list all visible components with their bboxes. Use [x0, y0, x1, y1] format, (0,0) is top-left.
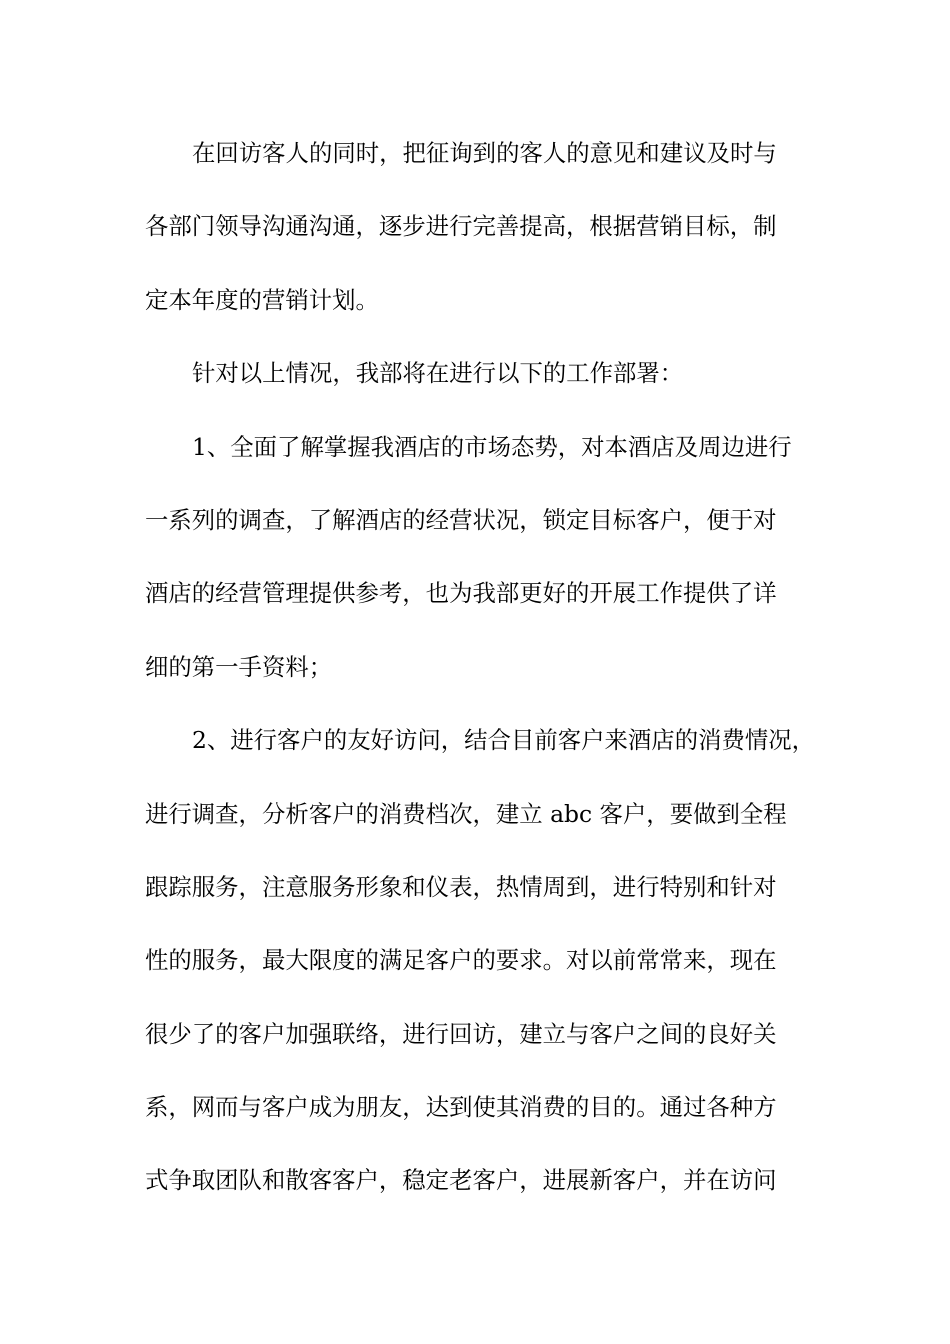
- text-line-7: 酒店的经营管理提供参考，也为我部更好的开展工作提供了详: [145, 579, 777, 608]
- text-line-1: 在回访客人的同时，把征询到的客人的意见和建议及时与: [192, 139, 777, 167]
- text-line-12: 性的服务，最大限度的满足客户的要求。对以前常常来，现在: [145, 946, 777, 975]
- text-line-5: 1、全面了解掌握我酒店的市场态势，对本酒店及周边进行: [192, 432, 792, 461]
- text-line-14: 系，网而与客户成为朋友，达到使其消费的目的。通过各种方: [145, 1093, 777, 1122]
- text-line-3: 定本年度的营销计划。: [145, 285, 379, 314]
- text-line-10: 进行调查，分析客户的消费档次，建立 abc 客户，要做到全程: [145, 799, 787, 828]
- text-line-11: 跟踪服务，注意服务形象和仪表，热情周到，进行特别和针对: [145, 872, 777, 901]
- text-line-2: 各部门领导沟通沟通，逐步进行完善提高，根据营销目标，制: [145, 212, 777, 241]
- text-line-13: 很少了的客户加强联络，进行回访，建立与客户之间的良好关: [145, 1019, 777, 1048]
- text-line-4: 针对以上情况，我部将在进行以下的工作部署：: [192, 359, 684, 388]
- text-line-8: 细的第一手资料；: [145, 652, 333, 681]
- body-text: [145, 130, 816, 1231]
- text-line-6: 一系列的调查，了解酒店的经营状况，锁定目标客户，便于对: [145, 505, 777, 534]
- text-line-15: 式争取团队和散客客户，稳定老客户，进展新客户，并在访问: [145, 1166, 777, 1195]
- text-line-9: 2、进行客户的友好访问，结合目前客户来酒店的消费情况，: [192, 726, 816, 755]
